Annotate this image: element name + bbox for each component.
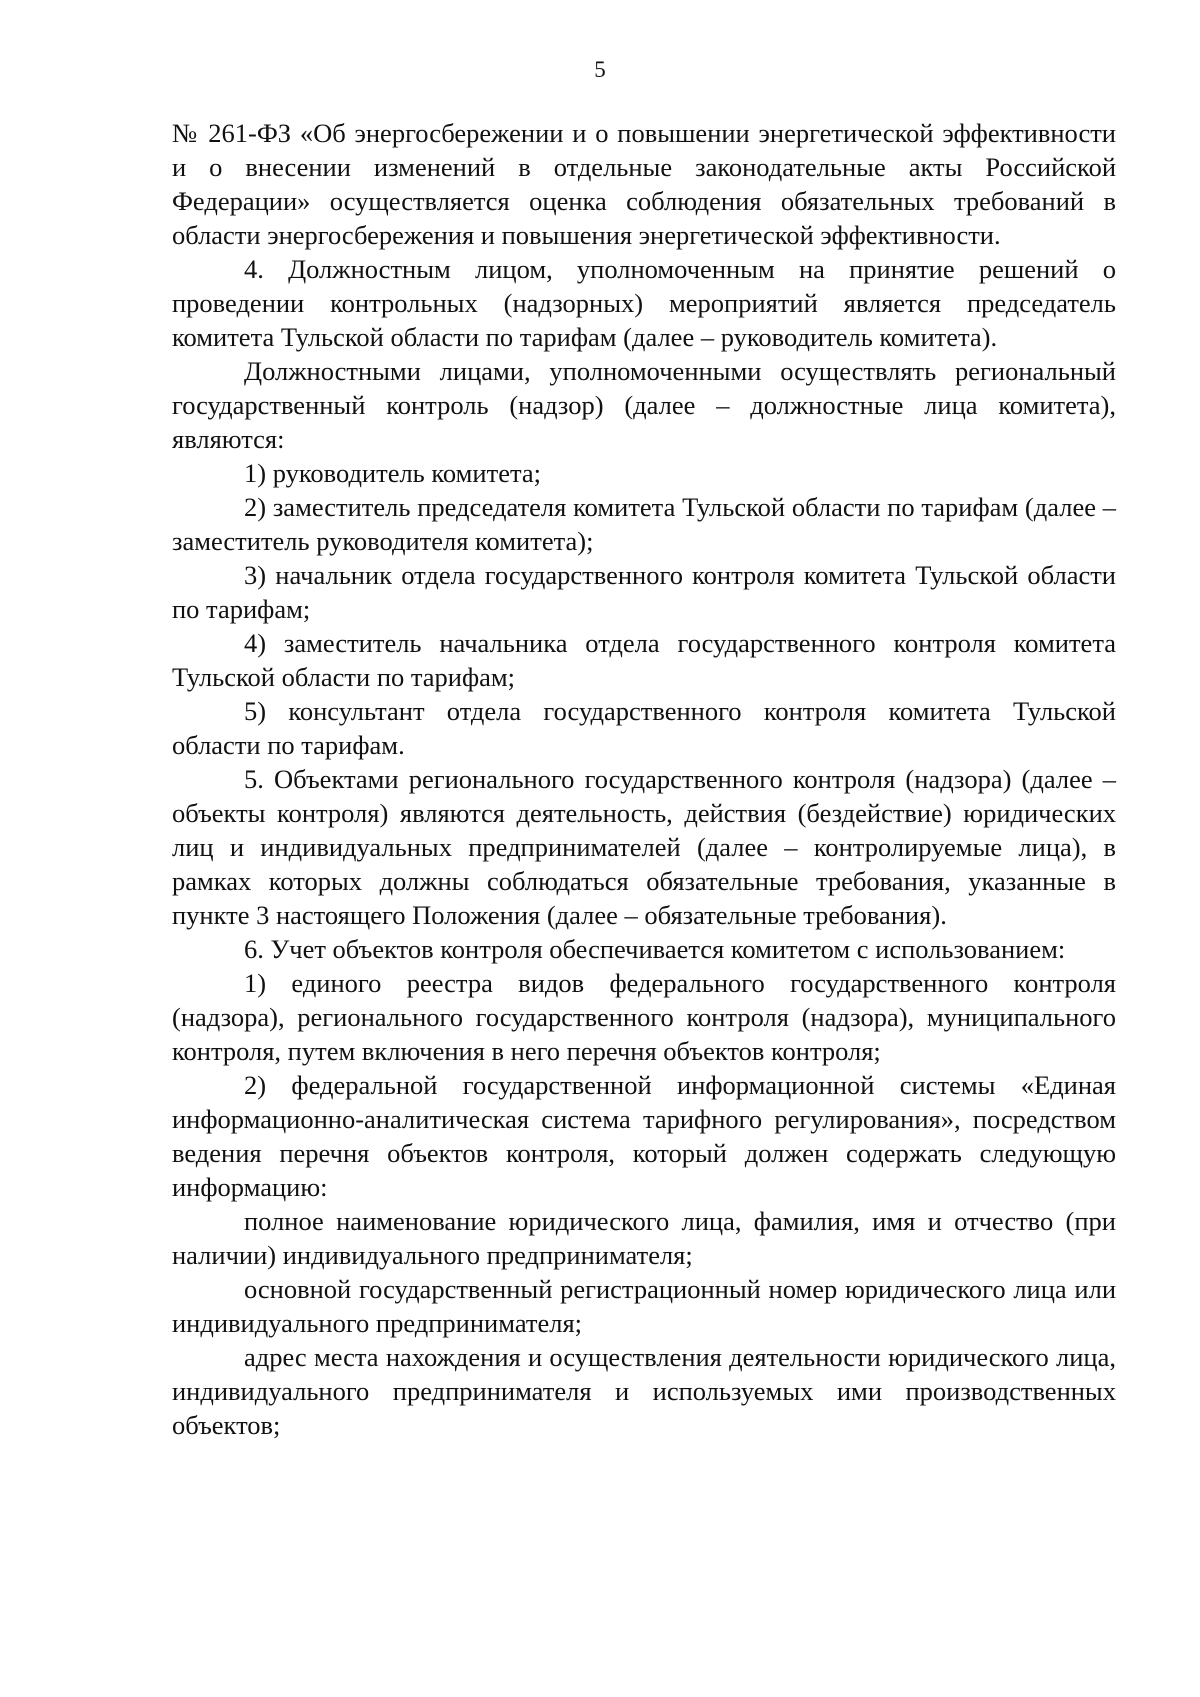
- document-body: [172, 116, 1116, 1442]
- paragraph-item-4: 4. Должностным лицом, уполномоченным на принятие решений о проведении контрольных (надзорных) мероприятий является председатель комитета Тульской области по тарифам (далее – руководитель комитета).: [172, 254, 1116, 352]
- paragraph-item-5: 5. Объектами регионального государственного контроля (надзора) (далее – объекты контроля) являются деятельность, действия (бездействие) юридических лиц и индивидуальных предпринимателей (далее – контролируемые лица), в рамках которых должны соблюдаться обязательные требования, указанные в пункте 3 настоящего Положения (далее – обязательные требования).: [172, 764, 1116, 930]
- list-item-2: 2) заместитель председателя комитета Тульской области по тарифам (далее – заместитель руководителя комитета);: [172, 492, 1116, 556]
- page-number: 5: [594, 57, 606, 82]
- list-item-1: 1) руководитель комитета;: [244, 458, 541, 488]
- info-item-registration-number: основной государственный регистрационный номер юридического лица или индивидуального предпринимателя;: [172, 1274, 1116, 1338]
- info-item-address: адрес места нахождения и осуществления деятельности юридического лица, индивидуального предпринимателя и используемых ими производственных объектов;: [172, 1342, 1116, 1440]
- list-item-registry: 1) единого реестра видов федерального государственного контроля (надзора), регионального государственного контроля (надзора), муниципального контроля, путем включения в него перечня объектов контроля;: [172, 968, 1116, 1066]
- list-item-information-system: 2) федеральной государственной информационной системы «Единая информационно-аналитическая система тарифного регулирования», посредством ведения перечня объектов контроля, который должен содержать следующую информацию:: [172, 1070, 1116, 1202]
- paragraph-officials-list-intro: Должностными лицами, уполномоченными осуществлять региональный государственный контроль (надзор) (далее – должностные лица комитета), являются:: [172, 356, 1116, 454]
- list-item-4: 4) заместитель начальника отдела государственного контроля комитета Тульской области по тарифам;: [172, 628, 1116, 692]
- paragraph-item-6: 6. Учет объектов контроля обеспечивается комитетом с использованием:: [244, 934, 1066, 964]
- list-item-5: 5) консультант отдела государственного контроля комитета Тульской области по тарифам.: [172, 696, 1116, 760]
- paragraph-law-reference: № 261-ФЗ «Об энергосбережении и о повышении энергетической эффективности и о внесении изменений в отдельные законодательные акты Российской Федерации» осуществляется оценка соблюдения обязательных требований в области энергосбережения и повышения энергетической эффективности.: [172, 118, 1116, 250]
- info-item-full-name: полное наименование юридического лица, фамилия, имя и отчество (при наличии) индивидуального предпринимателя;: [172, 1206, 1116, 1270]
- list-item-3: 3) начальник отдела государственного контроля комитета Тульской области по тарифам;: [172, 560, 1116, 624]
